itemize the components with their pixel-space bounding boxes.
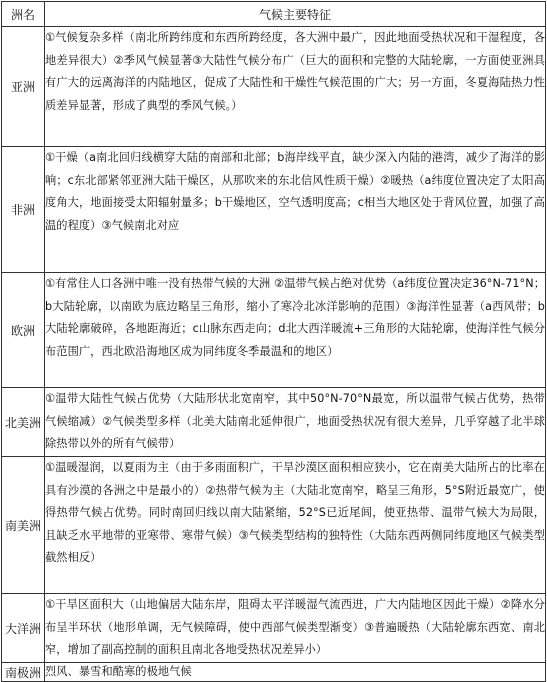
continent-name: 大洋洲 xyxy=(2,594,45,663)
header-continent: 洲名 xyxy=(2,2,45,27)
feature-text: ①气候复杂多样（南北所跨纬度和东西所跨经度，各大洲中最广，因此地面受热状况和干湿程度，各地差异很大）②季风气候显著③大陆性气候分布广（巨大的面积和完整的大陆轮廓，一方面使亚洲具有广大的远离海洋的内陆地区，促成了大陆性和干燥性气候范围的广大；另一方面，冬夏海陆热力性质差异显著，形成了典型的季风气候。） xyxy=(45,31,545,112)
climate-features xyxy=(45,27,546,147)
climate-features xyxy=(45,663,546,682)
continent-name: 南美洲 xyxy=(2,457,45,594)
climate-features xyxy=(45,594,546,663)
table-row xyxy=(2,147,546,273)
continent-name: 北美洲 xyxy=(2,388,45,457)
feature-text: ①温带大陆性气候占优势（大陆形状北宽南窄，其中50°N-70°N最宽，所以温带气候占优势，热带气候缩减）②气候类型多样（北美大陆南北延伸很广，地面受热状况有很大差异，几乎穿越了北半球除热带以外的所有气候带） xyxy=(45,392,545,450)
feature-text: ①有常住人口各洲中唯一没有热带气候的大洲 ②温带气候占绝对优势（a纬度位置决定36°N-71°N；b大陆轮廓，以南欧为底边略呈三角形，缩小了寒冷北冰洋影响的范围）③海洋性显著（a西风带；b大陆轮廓破碎，各地距海近；c山脉东西走向；d北大西洋暖流+三角形的大陆轮廓，使海洋性气候分布范围广，西北欧沿海地区成为同纬度冬季最温和的地区） xyxy=(45,277,545,358)
feature-text: ①干旱区面积大（山地偏居大陆东岸，阻碍太平洋暖湿气流西进，广大内陆地区因此干燥）②降水分布呈半环状（地形单调，无气候障碍，使中西部气候类型渐变）③普遍暖热（大陆轮廓东西宽、南北窄，增加了副高控制的面积且南北各地受热状况差异小） xyxy=(45,598,545,656)
climate-table xyxy=(1,1,546,682)
table-row xyxy=(2,594,546,663)
table-row xyxy=(2,273,546,388)
climate-features xyxy=(45,273,546,388)
table-row xyxy=(2,388,546,457)
climate-features xyxy=(45,147,546,273)
header-features: 气候主要特征 xyxy=(45,2,546,27)
climate-features xyxy=(45,388,546,457)
feature-text: 烈风、暴雪和酷寒的极地气候 xyxy=(45,665,192,678)
header-row xyxy=(2,2,546,27)
table-row xyxy=(2,27,546,147)
climate-features xyxy=(45,457,546,594)
continent-name: 亚洲 xyxy=(2,27,45,147)
table-row xyxy=(2,457,546,594)
continent-name: 欧洲 xyxy=(2,273,45,388)
feature-text: ①干燥（a南北回归线横穿大陆的南部和北部；b海岸线平直，缺少深入内陆的港湾，减少了海洋的影响；c东北部紧邻亚洲大陆干燥区，从那吹来的东北信风性质干燥）②暖热（a纬度位置决定了太阳高度角大，地面接受太阳辐射量多；b干燥地区，空气透明度高；c相当大地区处于背风位置，加强了高温的程度）③气候南北对应 xyxy=(45,151,545,232)
continent-name: 非洲 xyxy=(2,147,45,273)
continent-name: 南极洲 xyxy=(2,663,45,682)
feature-text: ①温暖湿润，以夏雨为主（由于多雨面积广，干旱沙漠区面积相应狭小，它在南美大陆所占的比率在具有沙漠的各洲之中是最小的）②热带气候为主（大陆北宽南窄，略呈三角形，5°S附近最宽广，使得热带气候占优势。同时南回归线以南大陆紧缩，52°S已近尾闾，使亚热带、温带气候大为局限，且缺乏水平地带的亚寒带、寒带气候）③气候类型结构的独特性（大陆东西两侧同纬度地区气候类型截然相反） xyxy=(45,461,545,564)
table-row xyxy=(2,663,546,682)
